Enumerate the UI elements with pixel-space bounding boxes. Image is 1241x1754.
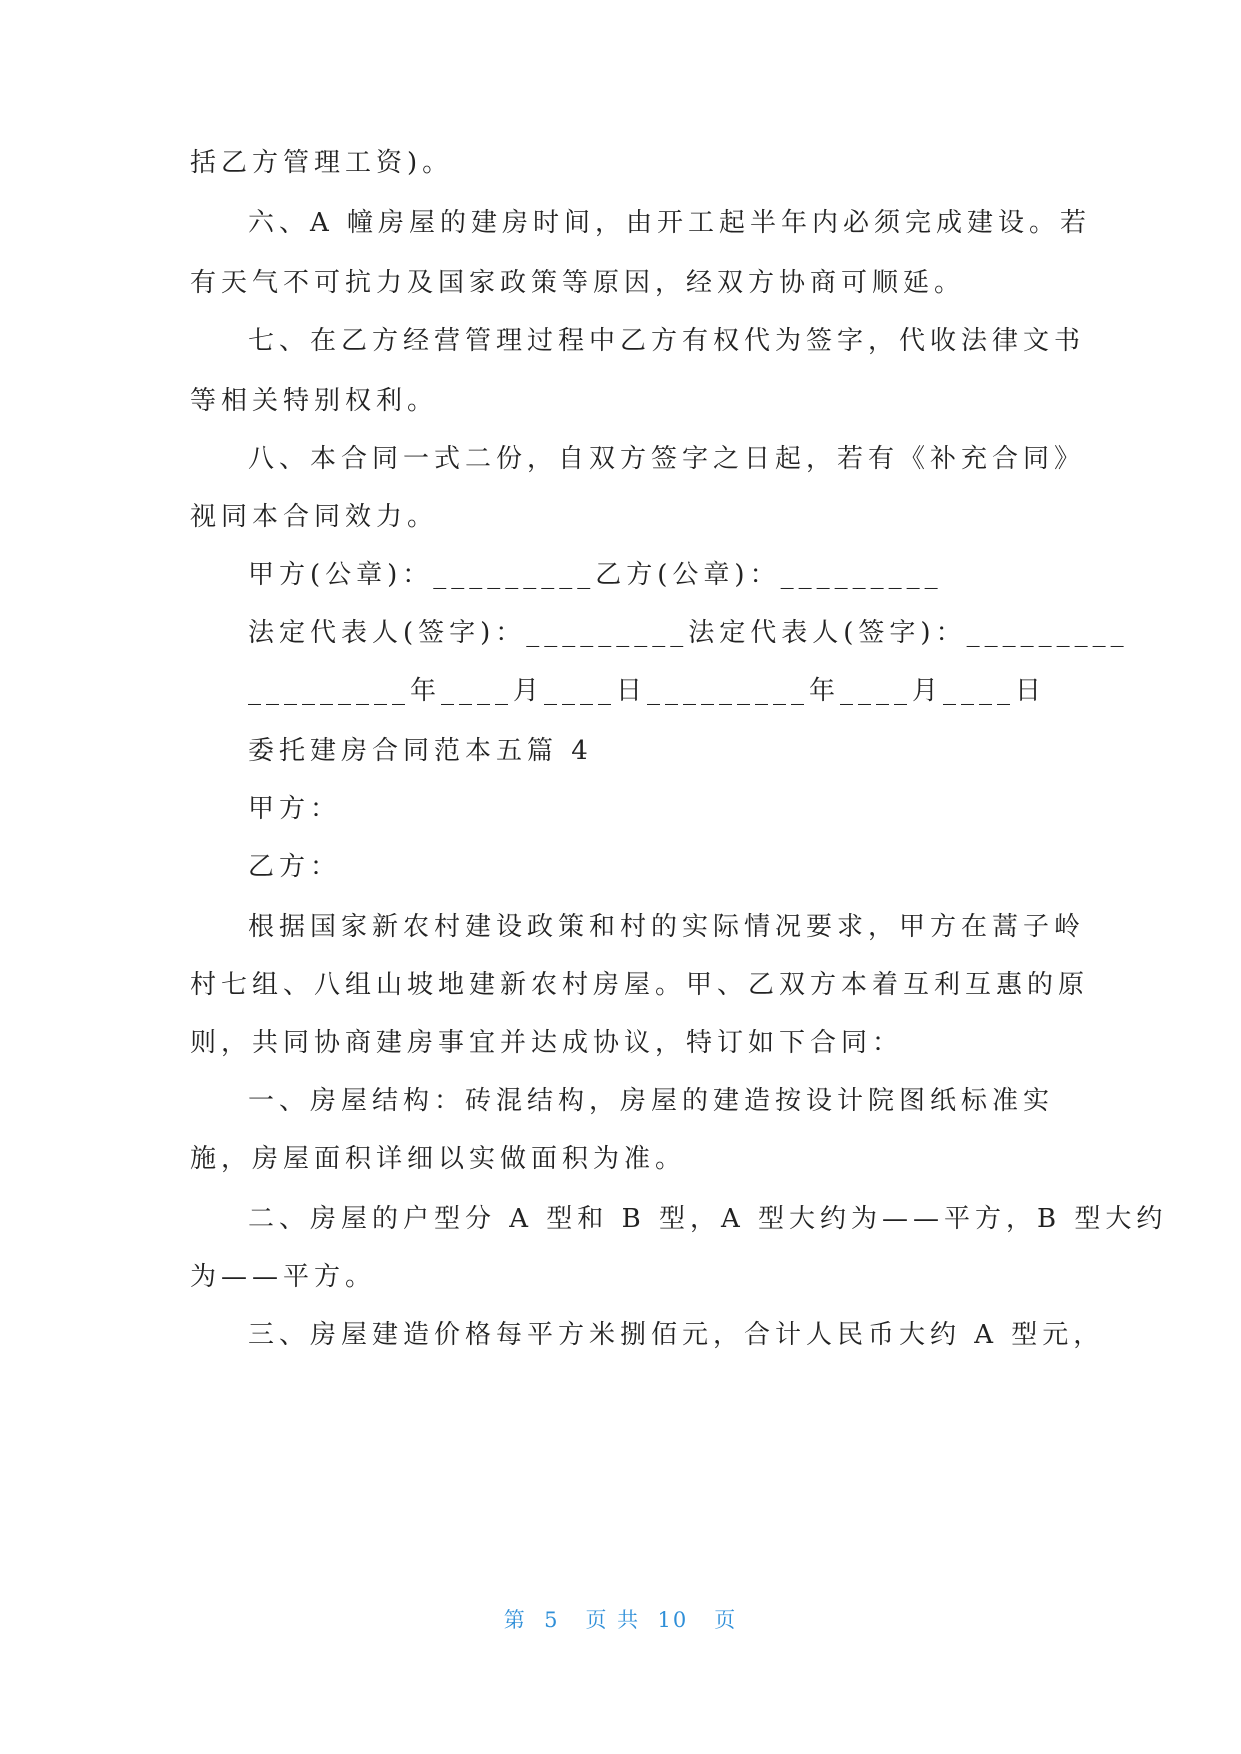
page-number-footer: 第 5 页 共 10 页 [503, 1608, 738, 1632]
text-line: 七、在乙方经营管理过程中乙方有权代为签字，代收法律文书 [248, 326, 1086, 356]
party-b-label: 乙方： [248, 852, 342, 882]
text-line: 二、房屋的户型分 A 型和 B 型，A 型大约为——平方，B 型大约 [248, 1204, 1168, 1234]
text-line: 等相关特别权利。 [190, 386, 439, 416]
text-line: 视同本合同效力。 [190, 502, 439, 532]
text-line: 为——平方。 [190, 1262, 377, 1292]
text-line: 一、房屋结构：砖混结构，房屋的建造按设计院图纸标准实 [248, 1086, 1055, 1116]
text-line: 村七组、八组山坡地建新农村房屋。甲、乙双方本着互利互惠的原 [190, 970, 1090, 1000]
signature-line: 甲方(公章)：_________乙方(公章)：_________ [248, 560, 943, 590]
signature-line: 法定代表人(签字)：_________法定代表人(签字)：_________ [248, 618, 1129, 648]
text-line: 根据国家新农村建设政策和村的实际情况要求，甲方在蒿子岭 [248, 912, 1086, 942]
text-line: 三、房屋建造价格每平方米捌佰元，合计人民币大约 A 型元， [248, 1320, 1105, 1350]
text-line: 则，共同协商建房事宜并达成协议，特订如下合同： [190, 1028, 904, 1058]
text-line: 六、A 幢房屋的建房时间，由开工起半年内必须完成建设。若 [248, 208, 1092, 238]
section-heading: 委托建房合同范本五篇 4 [248, 736, 593, 766]
text-line: 括乙方管理工资)。 [190, 148, 454, 178]
date-line: _________年____月____日_________年____月____日 [248, 676, 1047, 706]
text-line: 有天气不可抗力及国家政策等原因，经双方协商可顺延。 [190, 268, 966, 298]
party-a-label: 甲方： [248, 794, 342, 824]
text-line: 八、本合同一式二份，自双方签字之日起，若有《补充合同》 [248, 444, 1086, 474]
text-line: 施，房屋面积详细以实做面积为准。 [190, 1144, 687, 1174]
